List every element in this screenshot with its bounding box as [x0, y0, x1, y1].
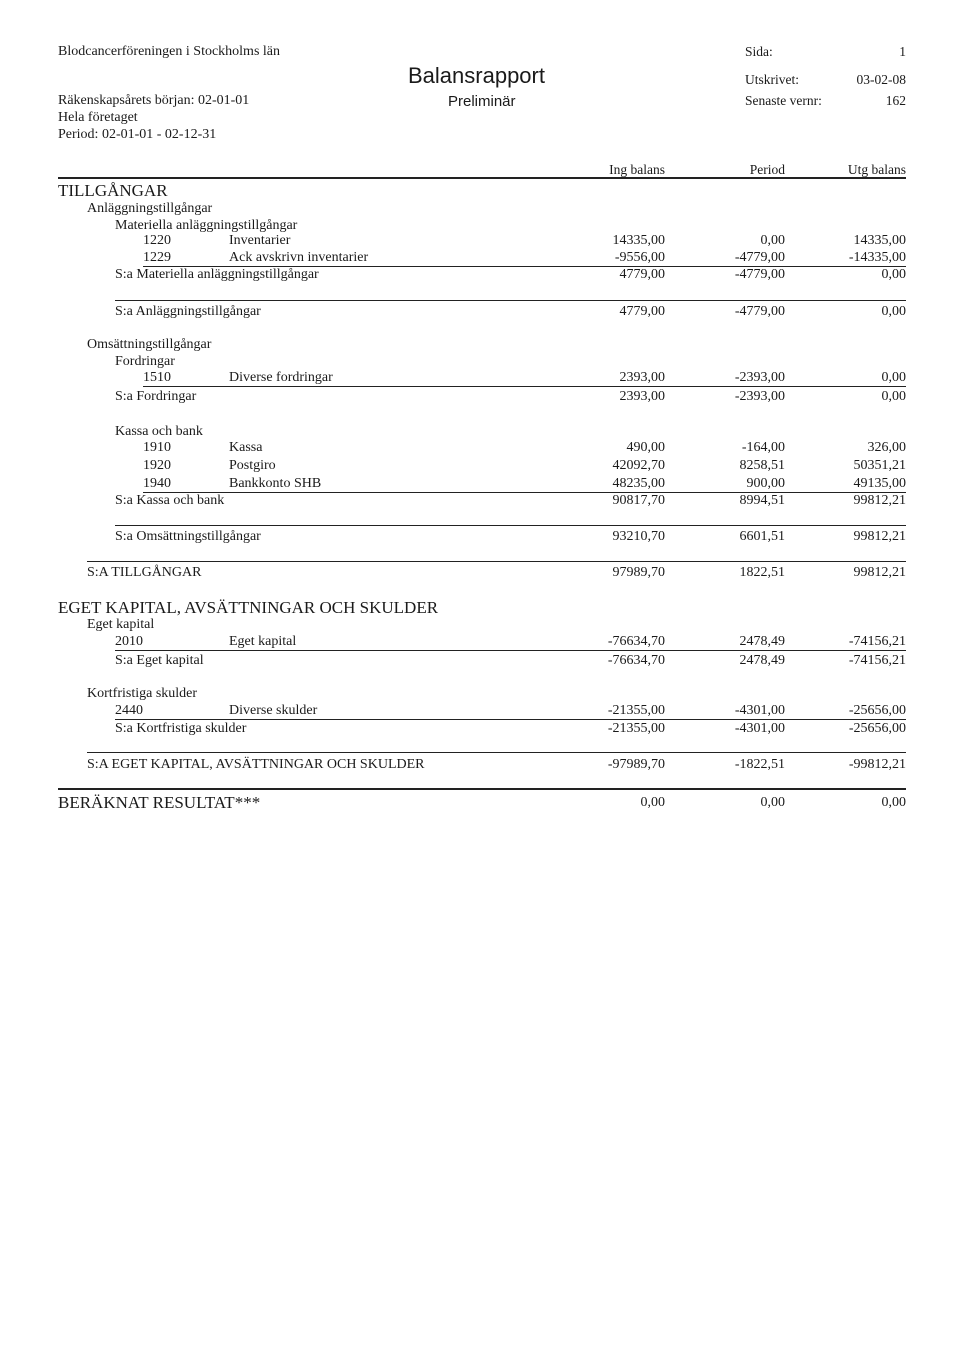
report-title: Balansrapport — [408, 63, 545, 88]
scope-label: Hela företaget — [58, 110, 138, 125]
value-period: -2393,00 — [734, 370, 785, 385]
printed-value: 03-02-08 — [856, 72, 906, 87]
fixed-assets-title: Anläggningstillgångar — [87, 201, 213, 216]
value-period: 8258,51 — [739, 458, 785, 473]
account-number: 2440 — [115, 703, 143, 718]
account-number: 1920 — [143, 458, 171, 473]
account-name: Ack avskrivn inventarier — [229, 250, 369, 265]
value-period: 0,00 — [760, 795, 785, 810]
value-utg: 0,00 — [881, 267, 906, 282]
value-period: 2478,49 — [739, 634, 785, 649]
total-rule — [87, 561, 906, 562]
account-number: 1510 — [143, 370, 171, 385]
value-utg: 0,00 — [881, 370, 906, 385]
value-utg: 99812,21 — [853, 529, 906, 544]
value-ing: 4779,00 — [619, 267, 665, 282]
account-name: Kassa — [229, 440, 263, 455]
value-utg: -25656,00 — [848, 721, 906, 736]
report-subtitle: Preliminär — [448, 93, 516, 110]
value-period: -1822,51 — [734, 757, 785, 772]
account-number: 1220 — [143, 233, 171, 248]
value-utg: 0,00 — [881, 389, 906, 404]
account-name: Diverse skulder — [229, 703, 318, 718]
value-ing: 0,00 — [640, 795, 665, 810]
value-ing: 2393,00 — [619, 370, 665, 385]
subtotal-label: S:a Kassa och bank — [115, 493, 225, 508]
equity-group-title: Eget kapital — [87, 617, 155, 632]
value-period: 900,00 — [746, 476, 785, 491]
header-rule — [58, 177, 906, 179]
account-number: 2010 — [115, 634, 143, 649]
value-utg: 99812,21 — [853, 493, 906, 508]
value-utg: 49135,00 — [853, 476, 906, 491]
value-utg: -99812,21 — [848, 757, 906, 772]
value-ing: 42092,70 — [612, 458, 665, 473]
account-number: 1910 — [143, 440, 171, 455]
value-utg: 99812,21 — [853, 565, 906, 580]
subtotal-rule — [115, 719, 906, 720]
value-ing: 90817,70 — [612, 493, 665, 508]
short-term-liabilities-title: Kortfristiga skulder — [87, 686, 198, 701]
subtotal-label: S:a Materiella anläggningstillgångar — [115, 267, 319, 282]
page-label: Sida: — [745, 44, 773, 59]
account-name: Eget kapital — [229, 634, 297, 649]
subtotal-label: S:a Anläggningstillgångar — [115, 304, 261, 319]
current-assets-title: Omsättningstillgångar — [87, 337, 212, 352]
result-label: BERÄKNAT RESULTAT*** — [58, 793, 261, 812]
subtotal-rule — [115, 300, 906, 301]
value-utg: 326,00 — [867, 440, 906, 455]
value-ing: 2393,00 — [619, 389, 665, 404]
tangible-assets-title: Materiella anläggningstillgångar — [115, 218, 298, 233]
version-value: 162 — [885, 93, 906, 108]
value-ing: 14335,00 — [612, 233, 665, 248]
value-utg: -14335,00 — [848, 250, 906, 265]
equity-title: EGET KAPITAL, AVSÄTTNINGAR OCH SKULDER — [58, 598, 439, 617]
value-period: 6601,51 — [739, 529, 785, 544]
subtotal-rule — [115, 525, 906, 526]
assets-title: TILLGÅNGAR — [58, 181, 168, 200]
col-header-utg: Utg balans — [847, 162, 906, 177]
value-ing: -21355,00 — [607, 721, 665, 736]
value-period: -4779,00 — [734, 267, 785, 282]
value-utg: -25656,00 — [848, 703, 906, 718]
account-name: Postgiro — [229, 458, 276, 473]
value-ing: -9556,00 — [614, 250, 665, 265]
value-utg: -74156,21 — [848, 634, 906, 649]
value-period: -2393,00 — [734, 389, 785, 404]
receivables-title: Fordringar — [115, 354, 175, 369]
subtotal-rule — [115, 650, 906, 651]
version-label: Senaste vernr: — [745, 93, 822, 108]
subtotal-label: S:a Kortfristiga skulder — [115, 721, 247, 736]
total-label: S:A EGET KAPITAL, AVSÄTTNINGAR OCH SKULDER — [87, 757, 425, 772]
value-utg: -74156,21 — [848, 653, 906, 668]
value-period: -4779,00 — [734, 304, 785, 319]
value-utg: 0,00 — [881, 304, 906, 319]
value-period: -4779,00 — [734, 250, 785, 265]
fiscal-year-start: Räkenskapsårets början: 02-01-01 — [58, 93, 250, 108]
period-label: Period: 02-01-01 - 02-12-31 — [58, 127, 217, 142]
account-name: Diverse fordringar — [229, 370, 333, 385]
account-number: 1229 — [143, 250, 171, 265]
value-utg: 0,00 — [881, 795, 906, 810]
value-period: 1822,51 — [739, 565, 785, 580]
value-period: 2478,49 — [739, 653, 785, 668]
account-number: 1940 — [143, 476, 171, 491]
printed-label: Utskrivet: — [745, 72, 799, 87]
value-ing: 48235,00 — [612, 476, 665, 491]
subtotal-label: S:a Eget kapital — [115, 653, 204, 668]
subtotal-label: S:a Fordringar — [115, 389, 197, 404]
value-utg: 50351,21 — [853, 458, 906, 473]
value-ing: 97989,70 — [612, 565, 665, 580]
subtotal-label: S:a Omsättningstillgångar — [115, 529, 261, 544]
col-header-period: Period — [749, 162, 785, 177]
total-rule — [87, 752, 906, 753]
value-ing: -76634,70 — [607, 634, 665, 649]
value-ing: 490,00 — [626, 440, 665, 455]
value-ing: -21355,00 — [607, 703, 665, 718]
value-period: -4301,00 — [734, 703, 785, 718]
value-ing: 4779,00 — [619, 304, 665, 319]
value-ing: -76634,70 — [607, 653, 665, 668]
col-header-ing: Ing balans — [609, 162, 665, 177]
cash-title: Kassa och bank — [115, 424, 203, 439]
value-utg: 14335,00 — [853, 233, 906, 248]
value-ing: -97989,70 — [607, 757, 665, 772]
value-period: -164,00 — [741, 440, 785, 455]
account-name: Bankkonto SHB — [229, 476, 322, 491]
subtotal-rule — [143, 386, 906, 387]
result-rule — [58, 788, 906, 790]
value-period: 0,00 — [760, 233, 785, 248]
total-label: S:A TILLGÅNGAR — [87, 565, 202, 580]
page-value: 1 — [899, 44, 906, 59]
value-ing: 93210,70 — [612, 529, 665, 544]
value-period: -4301,00 — [734, 721, 785, 736]
value-period: 8994,51 — [739, 493, 785, 508]
org-name: Blodcancerföreningen i Stockholms län — [58, 44, 280, 59]
account-name: Inventarier — [229, 233, 291, 248]
